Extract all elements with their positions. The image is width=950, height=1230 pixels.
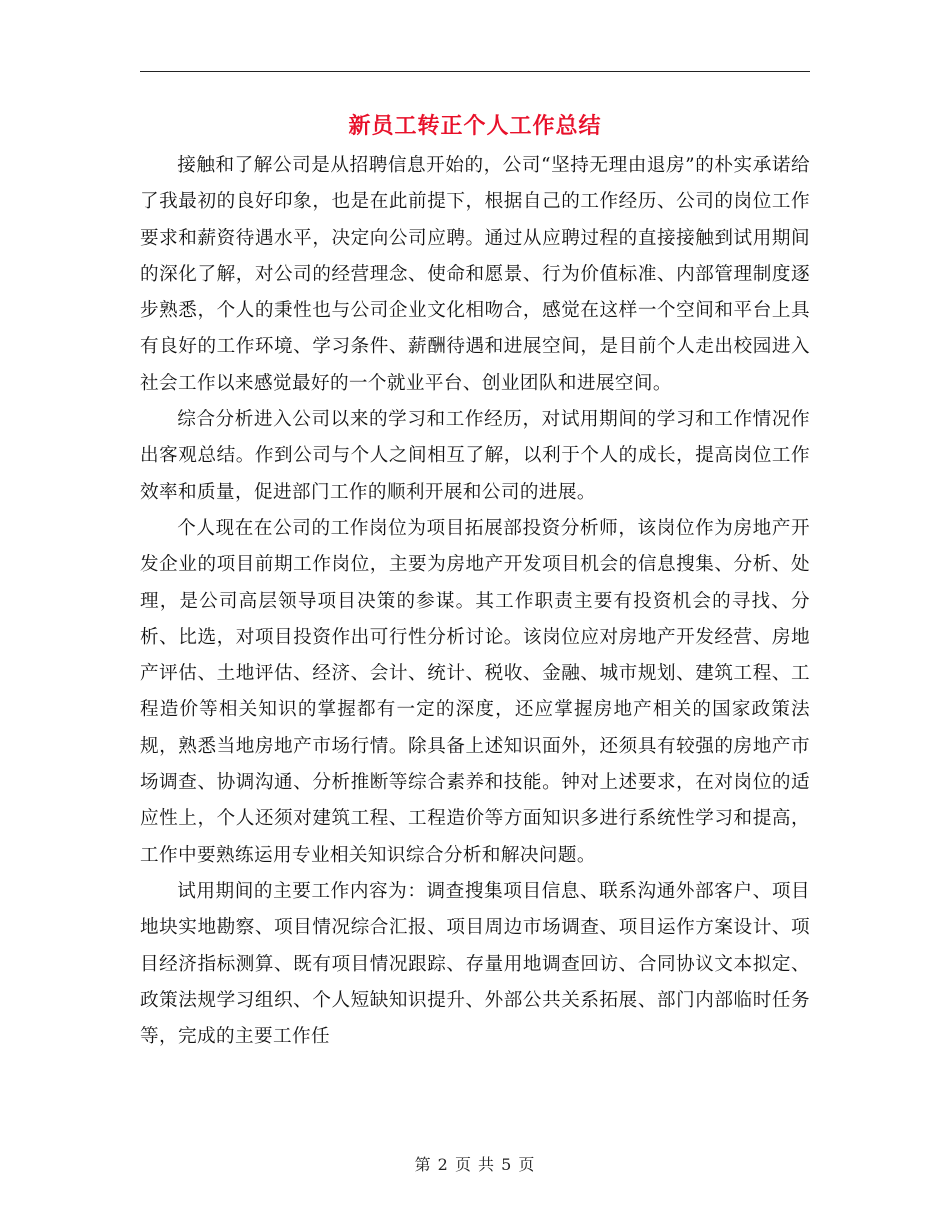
- body-paragraph-2: 综合分析进入公司以来的学习和工作经历，对试用期间的学习和工作情况作出客观总结。作到公司与个人之间相互了解，以利于个人的成长，提高岗位工作效率和质量，促进部门工作的顺利开展和公司的进展。: [140, 409, 810, 503]
- body-paragraph-3: 个人现在在公司的工作岗位为项目拓展部投资分析师，该岗位作为房地产开发企业的项目前期工作岗位，主要为房地产开发项目机会的信息搜集、分析、处理，是公司高层领导项目决策的参谋。其工作职责主要有投资机会的寻找、分析、比选，对项目投资作出可行性分析讨论。该岗位应对房地产开发经营、房地产评估、土地评估、经济、会计、统计、税收、金融、城市规划、建筑工程、工程造价等相关知识的掌握都有一定的深度，还应掌握房地产相关的国家政策法规，熟悉当地房地产市场行情。除具备上述知识面外，还须具有较强的房地产市场调查、协调沟通、分析推断等综合素养和技能。钟对上述要求，在对岗位的适应性上，个人还须对建筑工程、工程造价等方面知识多进行系统性学习和提高，工作中要熟练运用专业相关知识综合分析和解决问题。: [140, 517, 810, 866]
- body-paragraph-1: 接触和了解公司是从招聘信息开始的，公司“坚持无理由退房”的朴实承诺给了我最初的良好印象，也是在此前提下，根据自己的工作经历、公司的岗位工作要求和薪资待遇水平，决定向公司应聘。通过从应聘过程的直接接触到试用期间的深化了解，对公司的经营理念、使命和愿景、行为价值标准、内部管理制度逐步熟悉，个人的秉性也与公司企业文化相吻合，感觉在这样一个空间和平台上具有良好的工作环境、学习条件、薪酬待遇和进展空间，是目前个人走出校园进入社会工作以来感觉最好的一个就业平台、创业团队和进展空间。: [140, 155, 810, 394]
- document-body: [140, 148, 810, 1055]
- document-title: 新员工转正个人工作总结: [348, 113, 602, 139]
- body-paragraph-4: 试用期间的主要工作内容为：调查搜集项目信息、联系沟通外部客户、项目地块实地勘察、项目情况综合汇报、项目周边市场调查、项目运作方案设计、项目经济指标测算、既有项目情况跟踪、存量用地调查回访、合同协议文本拟定、政策法规学习组织、个人短缺知识提升、外部公共关系拓展、部门内部临时任务等，完成的主要工作任: [140, 880, 810, 1048]
- page-number-footer: 第 2 页 共 5 页: [414, 1155, 536, 1174]
- header-rule: [140, 71, 810, 72]
